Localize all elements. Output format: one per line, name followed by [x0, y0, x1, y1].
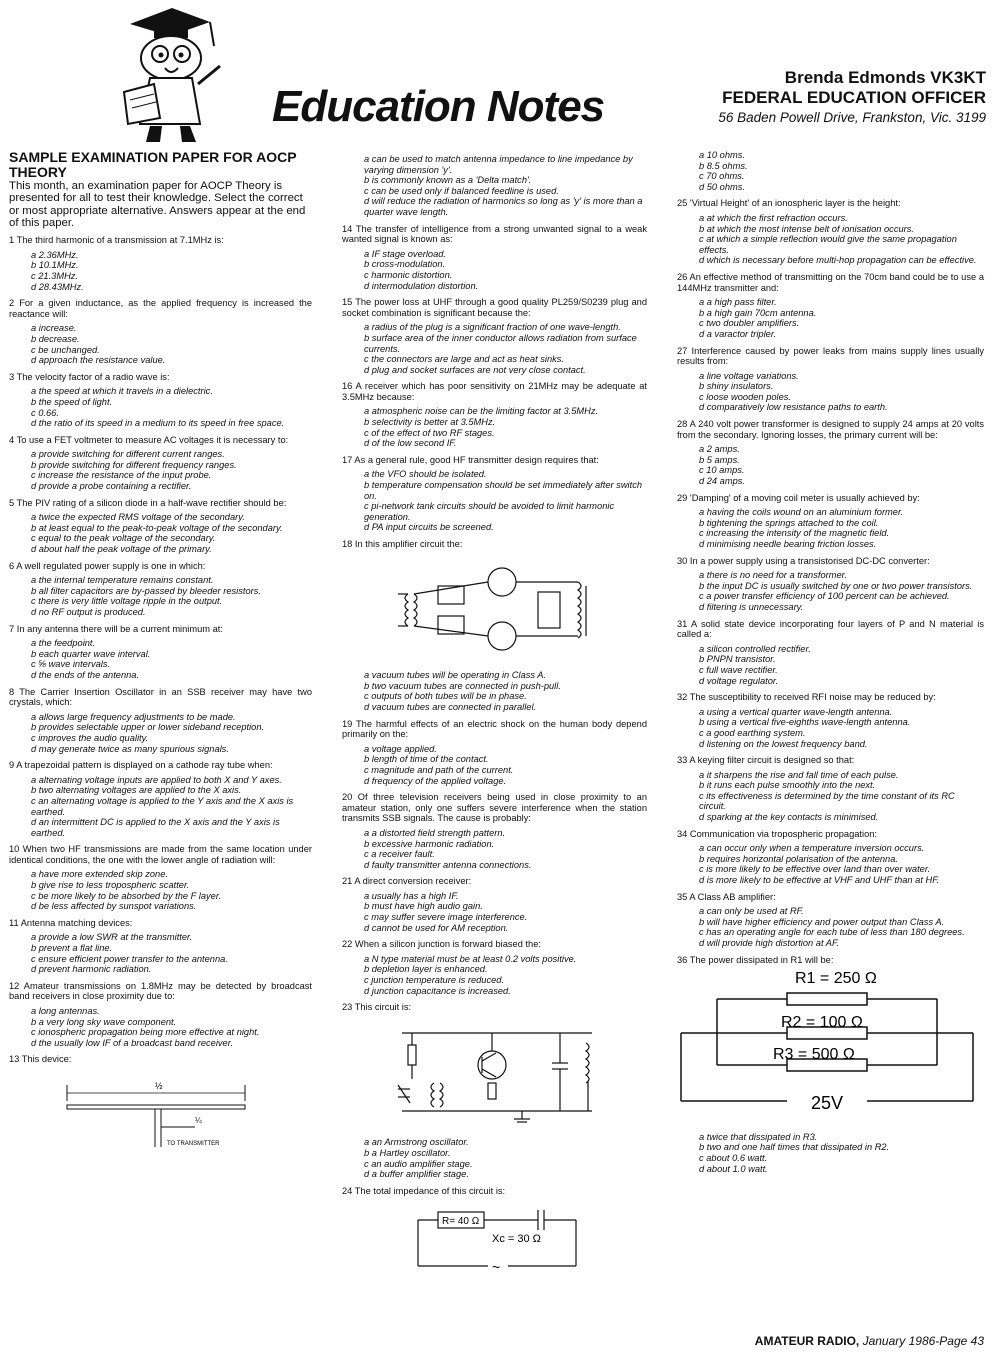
fig13-quarter-label: ¼ — [195, 1115, 202, 1125]
answer-option: d will reduce the radiation of harmonics so long as 'y' is more than a quarter wave length. — [364, 196, 643, 217]
question-stem: 19 The harmful effects of an electric shock on the human body depend primarily on the: — [342, 718, 647, 740]
answer-option: d 28.43MHz. — [31, 281, 84, 292]
question-stem: 21 A direct conversion receiver: — [342, 876, 472, 887]
answer-option: d the ends of the antenna. — [31, 669, 140, 680]
column-2 — [342, 154, 647, 1287]
answer-option: d frequency of the applied voltage. — [364, 775, 507, 786]
question-list — [342, 1137, 647, 1196]
answer-option: c has an operating angle for each tube of less than 180 degrees. — [699, 927, 965, 938]
answer-option: b will have higher efficiency and power output than Class A. — [699, 916, 945, 927]
answer-option: a vacuum tubes will be operating in Class A. — [364, 670, 547, 681]
answer-option: c increase the resistance of the input probe. — [31, 470, 212, 481]
question-stem: 31 A solid state device incorporating four layers of P and N material is called a: — [677, 618, 984, 640]
answer-option: d the usually low IF of a broadcast band receiver. — [31, 1037, 234, 1048]
question-stem: 27 Interference caused by power leaks from mains supply lines usually results from: — [677, 345, 984, 367]
answer-option: a allows large frequency adjustments to be made. — [31, 711, 236, 722]
fig24-resistor-label: R= 40 Ω — [442, 1216, 480, 1228]
answer-option: a a high pass filter. — [699, 297, 777, 308]
figure-23-oscillator — [342, 1019, 647, 1130]
answer-option: b the input DC is usually switched by one or two power transistors. — [699, 580, 973, 591]
question-stem: 24 The total impedance of this circuit is: — [342, 1185, 506, 1196]
answer-option: c two doubler amplifiers. — [699, 318, 800, 329]
question-stem: 9 A trapezoidal pattern is displayed on a cathode ray tube when: — [9, 760, 273, 771]
answer-option: c about 0.6 watt. — [699, 1152, 768, 1163]
answer-option: d about 1.0 watt. — [699, 1163, 768, 1174]
question-item — [9, 760, 312, 838]
answer-option: d comparatively low resistance paths to earth. — [699, 402, 888, 413]
question-stem: 32 The susceptibility to received RFI noise may be reduced by: — [677, 692, 936, 703]
answer-options — [342, 249, 647, 291]
answer-option: a long antennas. — [31, 1006, 100, 1016]
answer-option: c 21.3MHz. — [31, 270, 79, 281]
answer-option: b shiny insulators. — [699, 381, 774, 392]
question-item — [9, 235, 312, 292]
answer-option: a can be used to match antenna impedance to line impedance by varying dimension 'y'. — [364, 154, 633, 175]
answer-option: d no RF output is produced. — [31, 607, 146, 617]
answer-options — [9, 250, 312, 292]
question-stem: 18 In this amplifier circuit the: — [342, 539, 463, 549]
answer-option: d provide a probe containing a rectifier. — [31, 481, 192, 492]
answer-option: a alternating voltage inputs are applied to both X and Y axes. — [31, 774, 282, 785]
answer-option: a have more extended skip zone. — [31, 869, 168, 880]
question-stem: 30 In a power supply using a transistorised DC-DC converter: — [677, 555, 930, 566]
answer-option: b 5 amps. — [699, 454, 740, 465]
answer-option: d a varactor tripler. — [699, 328, 777, 339]
answer-option: c an alternating voltage is applied to the Y axis and the X axis is earthed. — [31, 795, 294, 817]
answer-option: c of the effect of two RF stages. — [364, 427, 495, 438]
answer-option: b at which the most intense belt of ionisation occurs. — [699, 223, 914, 234]
question-item — [677, 692, 984, 749]
question-item — [677, 1132, 984, 1174]
answer-option: d voltage regulator. — [699, 675, 779, 686]
answer-options — [677, 570, 984, 612]
page-title: Education Notes — [272, 82, 605, 131]
answer-options — [677, 213, 984, 266]
answer-options — [677, 297, 984, 339]
answer-option: c improves the audio quality. — [31, 732, 149, 743]
answer-option: c ⅝ wave intervals. — [31, 659, 111, 670]
answer-option: c outputs of both tubes will be in phase. — [364, 691, 527, 702]
question-item — [677, 829, 984, 886]
question-item — [9, 624, 312, 681]
answer-options — [9, 869, 312, 911]
answer-option: d of the low second IF. — [364, 438, 457, 449]
answer-options — [9, 575, 312, 617]
answer-option: b a Hartley oscillator. — [364, 1148, 451, 1158]
fig36-r1-label: R1 = 250 Ω — [795, 971, 877, 988]
answer-option: a N type material must be at least 0.2 volts positive. — [364, 953, 577, 964]
question-stem: 20 Of three television receivers being used in close proximity to an amateur station, only one suffers severe interference when the station transmits SSB signals. The cause is probably: — [342, 792, 647, 824]
answer-option: d prevent harmonic radiation. — [31, 964, 152, 975]
column-1 — [9, 150, 312, 1162]
answer-option: a the VFO should be isolated. — [364, 469, 487, 480]
answer-option: b at least equal to the peak-to-peak voltage of the secondary. — [31, 522, 283, 533]
fig24-reactance-label: Xc = 30 Ω — [492, 1233, 541, 1246]
answer-option: a at which the first refraction occurs. — [699, 212, 848, 223]
answer-option: a radius of the plug is a significant fraction of one wave-length. — [364, 322, 621, 333]
answer-option: b must have high audio gain. — [364, 901, 483, 912]
answer-options — [342, 322, 647, 375]
fig36-r3-label: R3 = 500 Ω — [773, 1046, 855, 1064]
answer-option: b excessive harmonic radiation. — [364, 838, 495, 849]
answer-options — [677, 444, 984, 486]
answer-option: c 70 ohms. — [699, 171, 745, 182]
answer-option: d will provide high distortion at AF. — [699, 938, 840, 948]
answer-options — [9, 712, 312, 754]
answer-option: b give rise to less tropospheric scatter. — [31, 880, 190, 891]
question-list — [342, 154, 647, 550]
answer-option: b temperature compensation should be set immediately after switch on. — [364, 480, 643, 501]
article-intro: This month, an examination paper for AOCP Theory is presented for all to test their knowledge. Select the correct or most appropriate alternative. Answers appear at the end of this paper. — [9, 180, 306, 229]
question-stem: 5 The PIV rating of a silicon diode in a half-wave rectifier should be: — [9, 497, 287, 508]
question-stem: 29 'Damping' of a moving coil meter is usually achieved by: — [677, 492, 920, 503]
answer-option: b selectivity is better at 3.5MHz. — [364, 417, 496, 428]
question-stem: 11 Antenna matching devices: — [9, 917, 133, 928]
answer-option: a an Armstrong oscillator. — [364, 1137, 469, 1148]
answer-option: a provide a low SWR at the transmitter. — [31, 932, 193, 943]
question-stem: 8 The Carrier Insertion Oscillator in an SSB receiver may have two crystals, which: — [9, 686, 312, 708]
answer-option: d an intermittent DC is applied to the X axis and the Y axis is earthed. — [31, 817, 280, 838]
answer-option: d a buffer amplifier stage. — [364, 1169, 469, 1180]
answer-option: b tightening the springs attached to the coil. — [699, 517, 879, 528]
mascot-cartoon — [110, 6, 235, 146]
answer-options — [9, 1006, 312, 1048]
answer-option: a it sharpens the rise and fall time of each pulse. — [699, 769, 899, 780]
answer-option: d cannot be used for AM reception. — [364, 922, 509, 933]
answer-option: a can only be used at RF. — [699, 906, 804, 917]
question-stem: 22 When a silicon junction is forward biased the: — [342, 939, 541, 950]
answer-option: c its effectiveness is determined by the time constant of its RC circuit. — [699, 790, 955, 812]
fig13-half-label: ½ — [155, 1080, 163, 1091]
answer-option: d listening on the lowest frequency band. — [699, 738, 868, 749]
question-item — [677, 755, 984, 823]
answer-option: d junction capacitance is increased. — [364, 985, 511, 996]
answer-option: a usually has a high IF. — [364, 890, 459, 901]
answer-option: c magnitude and path of the current. — [364, 764, 514, 775]
answer-option: c equal to the peak voltage of the secondary. — [31, 533, 216, 544]
answer-options — [9, 323, 312, 365]
answer-option: a a distorted field strength pattern. — [364, 827, 506, 838]
question-stem: 6 A well regulated power supply is one in which: — [9, 560, 206, 571]
answer-option: a 2 amps. — [699, 444, 740, 455]
answer-option: a voltage applied. — [364, 743, 437, 754]
question-item — [677, 493, 984, 550]
fig13-feed-label: TO TRANSMITTER — [167, 1140, 220, 1147]
question-item — [342, 719, 647, 787]
question-item — [9, 372, 312, 429]
answer-option: c a receiver fault. — [364, 849, 435, 860]
question-list — [677, 150, 984, 965]
answer-option: b PNPN transistor. — [699, 654, 776, 665]
answer-options — [9, 386, 312, 428]
article-heading: SAMPLE EXAMINATION PAPER FOR AOCP THEORY — [9, 149, 297, 180]
page-footer — [755, 1334, 984, 1348]
question-item — [342, 224, 647, 292]
answer-option: a having the coils wound on an aluminium former. — [699, 507, 904, 518]
question-stem: 14 The transfer of intelligence from a strong unwanted signal to a weak wanted signal is known as: — [342, 223, 647, 245]
answer-option: c 10 amps. — [699, 465, 745, 476]
answer-option: a can occur only when a temperature inversion occurs. — [699, 843, 925, 854]
question-item — [342, 939, 647, 996]
answer-option: b a high gain 70cm antenna. — [699, 307, 817, 318]
owl-teacher-icon — [110, 6, 235, 146]
question-stem: 26 An effective method of transmitting on the 70cm band could be to use a 144MHz transmitter and: — [677, 271, 984, 293]
answer-option: c increasing the intensity of the magnetic field. — [699, 528, 890, 539]
answer-option: a the internal temperature remains constant. — [31, 575, 214, 586]
answer-option: c ensure efficient power transfer to the antenna. — [31, 953, 228, 964]
answer-option: b two vacuum tubes are connected in push-pull. — [364, 680, 561, 691]
question-item — [342, 154, 647, 218]
answer-option: a there is no need for a transformer. — [699, 570, 847, 581]
question-stem: 33 A keying filter circuit is designed so that: — [677, 755, 855, 766]
question-stem: 36 The power dissipated in R1 will be: — [677, 954, 834, 965]
question-list — [342, 670, 647, 1013]
answer-option: a 2.36MHz. — [31, 249, 79, 260]
answer-option: b 8.5 ohms. — [699, 160, 748, 171]
answer-option: b the speed of light. — [31, 396, 113, 407]
answer-option: c may suffer severe image interference. — [364, 912, 528, 923]
answer-option: d the ratio of its speed in a medium to its speed in free space. — [31, 418, 285, 429]
answer-option: d 50 ohms. — [699, 181, 745, 192]
answer-options — [677, 1132, 984, 1174]
answer-option: a IF stage overload. — [364, 248, 447, 259]
question-item — [677, 419, 984, 487]
answer-option: d may generate twice as many spurious signals. — [31, 743, 229, 754]
answer-option: c can be used only if balanced feedline is used. — [364, 185, 559, 196]
answer-options — [677, 507, 984, 549]
answer-option: a silicon controlled rectifier. — [699, 643, 811, 654]
answer-options — [677, 644, 984, 686]
answer-option: d 24 amps. — [699, 476, 745, 487]
answer-options — [677, 371, 984, 413]
answer-option: b decrease. — [31, 333, 80, 344]
answer-option: b length of time of the contact. — [364, 754, 489, 765]
question-item — [9, 298, 312, 366]
answer-option: a line voltage variations. — [699, 370, 799, 381]
answer-option: c at which a simple reflection would give the same propagation effects. — [699, 234, 957, 255]
question-stem: 1 The third harmonic of a transmission at 7.1MHz is: — [9, 235, 224, 246]
question-item — [677, 346, 984, 414]
answer-option: c junction temperature is reduced. — [364, 975, 505, 986]
answer-option: a twice that dissipated in R3. — [699, 1131, 818, 1142]
answer-options — [342, 744, 647, 786]
answer-option: d about half the peak voltage of the primary. — [31, 544, 212, 555]
answer-options — [342, 469, 647, 533]
answer-option: a increase. — [31, 323, 77, 334]
answer-option: d plug and socket surfaces are not very close contact. — [364, 364, 586, 375]
answer-option: c full wave rectifier. — [699, 664, 778, 675]
answer-option: d which is necessary before multi-hop propagation can be effective. — [699, 255, 977, 266]
question-item — [9, 561, 312, 618]
answer-option: c be more likely to be absorbed by the F layer. — [31, 890, 222, 901]
answer-option: a the speed at which it travels in a dielectric. — [31, 386, 213, 397]
answer-options — [677, 770, 984, 823]
question-item — [9, 498, 312, 555]
answer-option: d minimising needle bearing friction losses. — [699, 539, 877, 549]
question-stem: 7 In any antenna there will be a current minimum at: — [9, 623, 223, 634]
figure-13-delta-match — [9, 1071, 312, 1154]
question-item — [342, 792, 647, 870]
author-name: Brenda Edmonds VK3KT — [784, 68, 986, 87]
question-stem: 17 As a general rule, good HF transmitter design requires that: — [342, 454, 599, 465]
answer-option: b all filter capacitors are by-passed by bleeder resistors. — [31, 585, 261, 596]
question-stem: 34 Communication via tropospheric propagation: — [677, 828, 877, 839]
question-stem: 25 'Virtual Height' of an ionospheric layer is the height: — [677, 198, 901, 209]
question-item — [342, 1002, 647, 1013]
question-item — [342, 1137, 647, 1179]
answer-option: a provide switching for different current ranges. — [31, 449, 225, 460]
answer-option: d PA input circuits be screened. — [364, 522, 494, 533]
answer-option: c pi-network tank circuits should be avoided to limit harmonic generation. — [364, 501, 615, 522]
answer-option: a using a vertical quarter wave-length antenna. — [699, 706, 893, 717]
answer-option: a the feedpoint. — [31, 638, 96, 649]
answer-option: d be less affected by sunspot variations. — [31, 901, 197, 912]
column-3 — [677, 150, 984, 1180]
answer-option: b provide switching for different frequency ranges. — [31, 459, 237, 470]
author-address: 56 Baden Powell Drive, Frankston, Vic. 3199 — [718, 110, 986, 125]
answer-option: b it runs each pulse smoothly into the next. — [699, 780, 876, 791]
answer-option: c 0.66. — [31, 407, 59, 418]
answer-option: c harmonic distortion. — [364, 269, 453, 280]
answer-options — [677, 707, 984, 749]
question-item — [677, 619, 984, 687]
figure-36-resistor-network — [677, 971, 984, 1124]
answer-options — [677, 843, 984, 885]
question-item — [342, 876, 647, 933]
answer-option: d filtering is unnecessary. — [699, 601, 804, 612]
question-item — [9, 687, 312, 755]
question-stem: 10 When two HF transmissions are made from the same location under identical conditions, the one with the lower angle of radiation will: — [9, 844, 312, 865]
fig36-r2-label: R2 = 100 Ω — [781, 1014, 863, 1032]
answer-options — [342, 1137, 647, 1179]
answer-option: c a good earthing system. — [699, 727, 806, 738]
question-stem: 12 Amateur transmissions on 1.8MHz may be detected by broadcast band receivers in close proximity due to: — [9, 980, 312, 1002]
answer-options — [342, 406, 647, 448]
question-stem: 2 For a given inductance, as the applied frequency is increased the reactance will: — [9, 298, 312, 319]
question-item — [342, 539, 647, 550]
question-item — [342, 670, 647, 712]
answer-option: c there is very little voltage ripple in the output. — [31, 596, 223, 607]
answer-option: a twice the expected RMS voltage of the secondary. — [31, 512, 245, 523]
answer-option: d faulty transmitter antenna connections. — [364, 859, 532, 870]
answer-option: b two and one half times that dissipated in R2. — [699, 1142, 890, 1153]
answer-option: b two alternating voltages are applied to the X axis. — [31, 785, 242, 796]
answer-option: c is more likely to be effective over land than over water. — [699, 864, 931, 875]
answer-option: b using a vertical five-eighths wave-length antenna. — [699, 717, 911, 728]
question-item — [9, 1054, 312, 1065]
answer-options — [9, 449, 312, 491]
publication-name: AMATEUR RADIO, — [754, 1334, 860, 1348]
answer-option: b provides selectable upper or lower sideband reception. — [31, 722, 265, 733]
question-item — [342, 381, 647, 449]
question-list — [677, 1132, 984, 1174]
answer-option: b prevent a flat line. — [31, 943, 113, 954]
question-item — [677, 272, 984, 340]
figure-24-rc-circuit — [342, 1202, 647, 1279]
issue-date: January 1986-Page 43 — [859, 1334, 984, 1348]
answer-option: b cross-modulation. — [364, 259, 446, 270]
answer-options — [342, 154, 647, 218]
answer-option: d vacuum tubes are connected in parallel. — [364, 701, 537, 712]
answer-option: a atmospheric noise can be the limiting factor at 3.5MHz. — [364, 406, 599, 417]
answer-options — [342, 828, 647, 870]
question-item — [677, 955, 984, 966]
question-list — [9, 235, 312, 1065]
answer-option: c ionospheric propagation being more effective at night. — [31, 1027, 260, 1038]
answer-option: b each quarter wave interval. — [31, 648, 151, 659]
answer-option: d sparking at the key contacts is minimised. — [699, 812, 879, 823]
answer-option: c the connectors are large and act as heat sinks. — [364, 354, 564, 365]
fig36-voltage-label: 25V — [811, 1093, 844, 1114]
figure-18-amplifier — [342, 556, 647, 663]
question-stem: 3 The velocity factor of a radio wave is: — [9, 371, 170, 382]
answer-option: b a very long sky wave component. — [31, 1016, 177, 1027]
answer-option: d is more likely to be effective at VHF and UHF than at HF. — [699, 875, 940, 886]
question-item — [9, 435, 312, 492]
question-stem: 23 This circuit is: — [342, 1002, 412, 1013]
question-item — [677, 198, 984, 266]
question-item — [9, 844, 312, 912]
answer-options — [9, 932, 312, 974]
answer-option: c an audio amplifier stage. — [364, 1158, 473, 1169]
author-role: FEDERAL EDUCATION OFFICER — [722, 88, 986, 107]
question-item — [342, 455, 647, 533]
question-stem: 13 This device: — [9, 1054, 72, 1065]
answer-options — [677, 906, 984, 948]
question-item — [677, 150, 984, 192]
answer-options — [342, 891, 647, 933]
author-block — [718, 68, 986, 125]
answer-option: b is commonly known as a 'Delta match'. — [364, 175, 532, 186]
answer-option: c loose wooden poles. — [699, 391, 791, 402]
question-stem: 16 A receiver which has poor sensitivity on 21MHz may be adequate at 3.5MHz because: — [342, 381, 647, 402]
answer-option: d intermodulation distortion. — [364, 280, 479, 291]
answer-option: c a power transfer efficiency of 100 percent can be achieved. — [699, 591, 950, 602]
question-item — [677, 556, 984, 613]
question-item — [342, 297, 647, 375]
answer-options — [342, 670, 647, 712]
question-item — [9, 981, 312, 1049]
answer-option: c be unchanged. — [31, 344, 100, 355]
answer-options — [677, 150, 984, 192]
question-stem: 28 A 240 volt power transformer is designed to supply 24 amps at 20 volts from the secondary. Ignoring losses, the primary current will be: — [677, 419, 984, 440]
question-stem: 35 A Class AB amplifier: — [677, 891, 776, 902]
answer-options — [342, 954, 647, 996]
answer-option: b 10.1MHz. — [31, 260, 79, 271]
answer-option: b requires horizontal polarisation of the antenna. — [699, 853, 898, 864]
answer-option: b depletion layer is enhanced. — [364, 964, 488, 975]
question-item — [9, 918, 312, 975]
question-item — [677, 892, 984, 949]
answer-options — [9, 638, 312, 680]
question-item — [342, 1186, 647, 1197]
answer-options — [9, 512, 312, 554]
fig24-source-symbol: ~ — [492, 1259, 501, 1276]
answer-option: d approach the resistance value. — [31, 355, 166, 366]
answer-options — [9, 775, 312, 839]
question-stem: 4 To use a FET voltmeter to measure AC voltages it is necessary to: — [9, 434, 289, 445]
question-stem: 15 The power loss at UHF through a good quality PL259/S0239 plug and socket combination is significant because the: — [342, 297, 647, 318]
answer-option: b surface area of the inner conductor allows radiation from surface currents. — [364, 332, 637, 354]
answer-option: a 10 ohms. — [699, 150, 745, 160]
